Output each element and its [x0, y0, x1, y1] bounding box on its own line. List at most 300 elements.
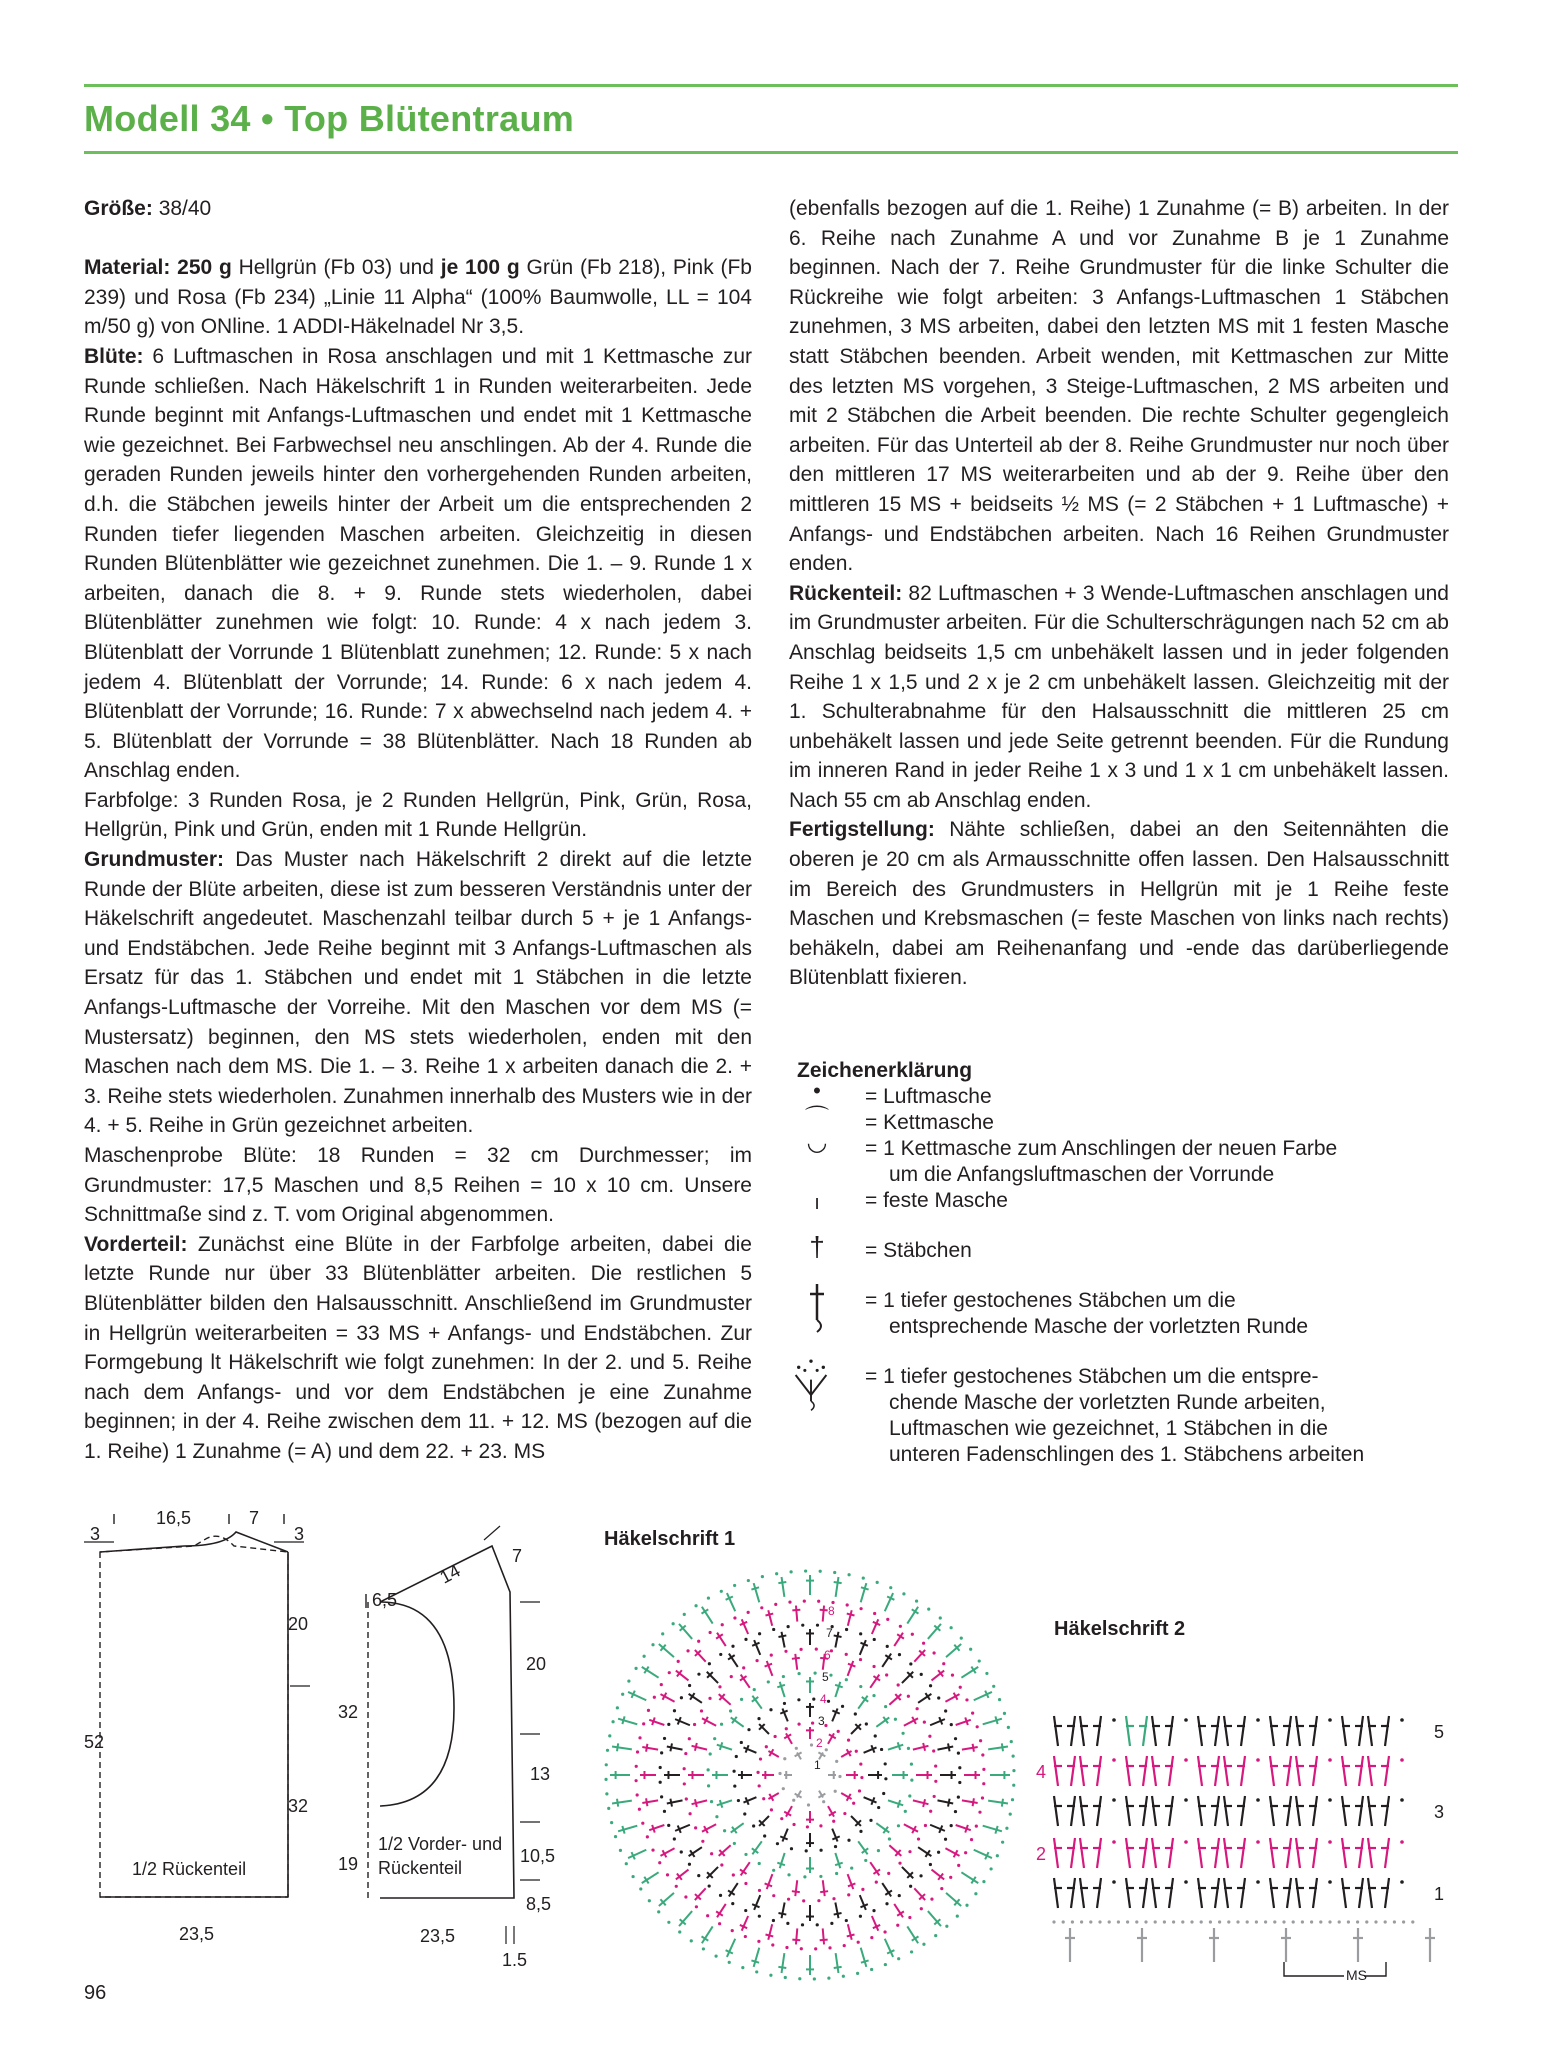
staebchen-mark	[887, 1797, 905, 1810]
stitch-stem	[628, 1850, 646, 1858]
luftmasche-dot	[697, 1640, 700, 1643]
stitch-stem	[618, 1719, 637, 1725]
stitch-bar	[860, 1904, 867, 1907]
stitch-bar	[778, 1913, 786, 1915]
luftmasche-dot	[625, 1862, 628, 1865]
staebchen-mark	[1143, 1716, 1147, 1746]
luftmasche-dot	[619, 1849, 622, 1852]
staebchen-mark	[832, 1953, 843, 1974]
staebchen-mark	[1126, 1878, 1130, 1908]
luftmasche-dot	[902, 1592, 905, 1595]
luftmasche-dot	[688, 1737, 691, 1740]
bluete-text: 6 Luftmaschen in Rosa anschlagen und mit 1 Kettmasche zur Runde schließen. Nach Häkelschrift 1 in Runden weiterarbeiten. Jede Runde beginnt mit Anfangs-Luftmaschen und endet mit 1 Kettmasche wie gezeichnet. Bei Farbwechsel neu anschlingen. Ab der 4. Runde die geraden Runden jeweils hinter den vorhergehenden Runden arbeiten, d.h. die Stäbchen jeweils hinter der Arbeit um die entsprechenden 2 Runden tiefer liegenden Maschen arbeiten. Gleichzeitig in diesen Runden Blütenblätter wie gezeichnet zunehmen. Die 1. – 9. Runde 1 x arbeiten, danach die 8. + 9. Runde stets wiederholen, dabei Blütenblätter zunehmen wie folgt: 10. Runde: 4 x nach jedem 3. Blütenblatt der Vorrunde 1 Blütenblatt zunehmen; 12. Runde: 5 x nach jedem 4. Blütenblatt der Vorrunde; 14. Runde: 6 x nach jedem 4. Blütenblatt der Vorrunde; 16. Runde: 7 x abwechselnd nach jedem 4. + 5. Blütenblatt der Vorrunde = 38 Blütenblätter. Nach 18 Runden ab Anschlag enden.	[84, 344, 752, 783]
luftmasche-dot	[932, 1749, 935, 1752]
luftmasche-dot	[827, 1700, 830, 1703]
luftmasche-dot	[929, 1684, 932, 1687]
luftmasche-dot	[631, 1875, 634, 1878]
staebchen-mark	[704, 1864, 721, 1881]
luftmasche-dot	[928, 1735, 931, 1738]
legend-item	[797, 1288, 1437, 1340]
staebchen-mark	[982, 1715, 1003, 1728]
stitch-stem	[780, 1853, 785, 1868]
stitch-bar	[622, 1826, 624, 1834]
luftmasche-dot	[769, 1708, 772, 1711]
luftmasche-dot	[697, 1673, 700, 1676]
staebchen-mark	[1097, 1838, 1101, 1868]
base-dot	[1209, 1920, 1212, 1923]
staebchen-mark	[699, 1605, 717, 1626]
staebchen-mark	[726, 1881, 742, 1899]
staebchen-mark	[656, 1641, 676, 1660]
luftmasche-dot	[965, 1904, 968, 1907]
base-dot	[1282, 1920, 1285, 1923]
staebchen-mark	[1385, 1838, 1389, 1868]
luftmasche-dot	[657, 1910, 660, 1913]
staebchen-mark	[648, 1821, 666, 1834]
stitch-bar	[995, 1826, 997, 1834]
stitch-bar	[792, 1610, 800, 1611]
luftmasche-dot	[714, 1954, 717, 1957]
luftmasche-dot	[694, 1604, 697, 1607]
staebchen-mark	[1198, 1838, 1202, 1868]
staebchen-mark	[855, 1693, 871, 1711]
luftmasche-dot	[859, 1685, 862, 1688]
base-dot	[1301, 1920, 1304, 1923]
staebchen-mark	[1368, 1878, 1372, 1908]
stitch-stem	[974, 1850, 992, 1858]
luftmasche-dot	[965, 1698, 968, 1701]
luftmasche-dot	[729, 1709, 732, 1712]
luftmasche-dot	[1003, 1712, 1006, 1715]
staebchen-mark	[664, 1771, 680, 1779]
stitch-stem	[692, 1746, 708, 1750]
luftmasche-dot	[774, 1735, 777, 1738]
luftmasche-dot	[886, 1645, 889, 1648]
back-bottom: 23,5	[179, 1924, 215, 1944]
luftmasche-dot	[813, 1672, 816, 1675]
luftmasche-dot	[982, 1782, 985, 1785]
staebchen-mark	[640, 1869, 661, 1887]
stitch-bar	[898, 1742, 900, 1750]
staebchen-mark	[1385, 1716, 1389, 1746]
staebchen-mark	[716, 1842, 733, 1859]
luftmasche-dot	[897, 1683, 900, 1686]
stitch-stem	[872, 1916, 878, 1931]
luftmasche-dot	[1005, 1827, 1008, 1830]
stitch-bar	[834, 1967, 842, 1968]
staebchen-mark	[692, 1886, 709, 1903]
staebchen-mark	[716, 1741, 734, 1754]
luftmasche-dot	[828, 1946, 831, 1949]
luftmasche-dot	[869, 1819, 872, 1822]
luftmasche-dot	[806, 1825, 809, 1828]
luftmasche-dot	[819, 1570, 822, 1573]
luftmasche-dot	[989, 1867, 992, 1870]
luftmasche-dot	[843, 1812, 846, 1815]
material-text-1: Hellgrün (Fb 03) und	[238, 256, 434, 280]
staebchen-mark	[902, 1715, 920, 1730]
luftmasche-icon: •	[813, 1078, 821, 1103]
staebchen-mark	[617, 1715, 638, 1728]
luftmasche-dot	[732, 1770, 735, 1773]
staebchen-mark	[1342, 1756, 1346, 1786]
stitch-stem	[823, 1606, 824, 1622]
luftmasche-dot	[653, 1696, 656, 1699]
luftmasche-dot	[719, 1653, 722, 1656]
luftmasche-dot	[1012, 1784, 1015, 1787]
luftmasche-dot	[954, 1737, 957, 1740]
luftmasche-dot	[638, 1808, 641, 1811]
row-label: 5	[1434, 1722, 1445, 1742]
luftmasche-dot	[1184, 1798, 1188, 1802]
stitch-stem	[667, 1800, 683, 1803]
staebchen-mark	[1152, 1716, 1156, 1746]
luftmasche-dot	[659, 1766, 662, 1769]
size-label: Größe:	[84, 197, 153, 220]
staebchen-mark	[1296, 1838, 1300, 1868]
luftmasche-dot	[979, 1739, 982, 1742]
luftmasche-dot	[930, 1897, 933, 1900]
staebchen-mark	[674, 1821, 692, 1835]
stitch-bar	[965, 1825, 968, 1833]
luftmasche-dot	[888, 1837, 891, 1840]
stitch-bar	[720, 1800, 722, 1808]
luftmasche-dot	[1112, 1880, 1116, 1884]
luftmasche-dot	[934, 1764, 937, 1767]
staebchen-mark	[806, 1703, 814, 1717]
stitch-stem	[872, 1619, 878, 1634]
luftmasche-dot	[910, 1778, 913, 1781]
luftmasche-dot	[680, 1696, 683, 1699]
luftmasche-dot	[958, 1766, 961, 1769]
staebchen-mark	[673, 1866, 691, 1882]
luftmasche-dot	[802, 1899, 805, 1902]
luftmasche-dot	[758, 1784, 761, 1787]
stitch-bar	[835, 1685, 843, 1687]
luftmasche-dot	[713, 1737, 716, 1740]
luftmasche-dot	[819, 1849, 822, 1852]
luftmasche-dot	[1184, 1758, 1188, 1762]
luftmasche-dot	[904, 1810, 907, 1813]
staebchen-mark	[700, 1715, 718, 1730]
stitch-stem	[717, 1800, 732, 1805]
luftmasche-dot	[927, 1608, 930, 1611]
staebchen-mark	[1152, 1838, 1156, 1868]
staebchen-mark	[1359, 1716, 1363, 1746]
luftmasche-dot	[886, 1618, 889, 1621]
round-label: 2	[816, 1736, 823, 1750]
luftmasche-dot	[1007, 1726, 1010, 1729]
staebchen-mark	[656, 1890, 676, 1909]
staebchen-mark	[902, 1821, 920, 1836]
staebchen-mark	[1270, 1756, 1274, 1786]
luftmasche-dot	[758, 1862, 761, 1865]
stitch-bar	[923, 1799, 925, 1807]
luftmasche-dot	[873, 1612, 876, 1615]
luftmasche-dot	[775, 1572, 778, 1575]
staebchen-mark	[856, 1639, 870, 1657]
luftmasche-dot	[1001, 1841, 1004, 1844]
staebchen-mark	[723, 1591, 739, 1613]
luftmasche-dot	[731, 1645, 734, 1648]
staebchen-mark	[766, 1748, 780, 1761]
luftmasche-dot	[707, 1596, 710, 1599]
luftmasche-dot	[850, 1866, 853, 1869]
staebchen-mark	[844, 1660, 857, 1678]
base-dot	[1384, 1920, 1387, 1923]
staebchen-mark	[1313, 1756, 1317, 1786]
luftmasche-dot	[812, 1697, 815, 1700]
staebchen-mark	[867, 1672, 883, 1690]
stitch-bar	[871, 1797, 874, 1804]
staebchen-mark	[783, 1804, 796, 1818]
stitch-bar	[765, 1883, 772, 1886]
luftmasche-dot	[605, 1792, 608, 1795]
staebchen-mark	[728, 1714, 746, 1730]
farbfolge-paragraph: Farbfolge: 3 Runden Rosa, je 2 Runden Hellgrün, Pink, Grün, Rosa, Hellgrün, Pink und Grün, enden mit 1 Runde Hellgrün.	[84, 788, 752, 842]
luftmasche-dot	[898, 1894, 901, 1897]
staebchen-mark	[1054, 1838, 1058, 1868]
luftmasche-dot	[795, 1747, 798, 1750]
staebchen-mark	[1126, 1838, 1130, 1868]
staebchen-mark	[742, 1794, 758, 1807]
luftmasche-dot	[661, 1632, 664, 1635]
staebchen-mark	[1224, 1716, 1228, 1746]
luftmasche-dot	[700, 1709, 703, 1712]
staebchen-mark	[887, 1691, 904, 1708]
luftmasche-dot	[908, 1916, 911, 1919]
staebchen-mark	[1342, 1796, 1346, 1826]
staebchen-mark	[1368, 1716, 1372, 1746]
stitch-stem	[962, 1800, 978, 1803]
luftmasche-dot	[636, 1793, 639, 1796]
stitch-bar	[617, 1743, 618, 1751]
staebchen-mark	[1054, 1796, 1058, 1826]
staebchen-mark	[881, 1591, 897, 1613]
stitch-stem	[962, 1747, 978, 1750]
round-label: 6	[824, 1648, 831, 1662]
luftmasche-dot	[978, 1811, 981, 1814]
staebchen-mark	[1270, 1796, 1274, 1826]
staebchen-mark	[610, 1771, 630, 1779]
luftmasche-dot	[1256, 1718, 1260, 1722]
stitch-bar	[1002, 1799, 1003, 1807]
luftmasche-dot	[933, 1795, 936, 1798]
luftmasche-dot	[811, 1721, 814, 1724]
staebchen-mark	[750, 1582, 763, 1603]
luftmasche-dot	[885, 1673, 888, 1676]
luftmasche-dot	[920, 1907, 923, 1910]
luftmasche-dot	[934, 1780, 937, 1783]
stitch-stem	[835, 1853, 840, 1868]
luftmasche-dot	[817, 1899, 820, 1902]
staebchen-mark	[1368, 1796, 1372, 1826]
luftmasche-dot	[785, 1727, 788, 1730]
luftmasche-dot	[1328, 1758, 1332, 1762]
staebchen-mark	[763, 1873, 776, 1891]
stitch-bar	[939, 1717, 942, 1724]
luftmasche-dot	[815, 1648, 818, 1651]
staebchen-mark	[839, 1748, 853, 1761]
luftmasche-dot	[683, 1613, 686, 1616]
luftmasche-dot	[907, 1747, 910, 1750]
staebchen-mark	[862, 1744, 878, 1757]
title-rule-top	[84, 84, 1458, 87]
stitch-stem	[795, 1880, 797, 1896]
luftmasche-dot	[648, 1899, 651, 1902]
luftmasche-dot	[874, 1734, 877, 1737]
staebchen-mark	[1143, 1796, 1147, 1826]
staebchen-mark	[762, 1771, 774, 1779]
luftmasche-dot	[810, 1743, 813, 1746]
luftmasche-dot	[939, 1616, 942, 1619]
luftmasche-dot	[786, 1922, 789, 1925]
staebchen-mark	[1313, 1878, 1317, 1908]
staebchen-mark	[763, 1660, 776, 1678]
luftmasche-dot	[1256, 1840, 1260, 1844]
back-side-lower: 32	[288, 1796, 309, 1816]
luftmasche-dot	[974, 1892, 977, 1895]
material-qty-2: je 100 g	[440, 256, 520, 280]
luftmasche-dot	[787, 1625, 790, 1628]
luftmasche-dot	[753, 1688, 756, 1691]
maschenprobe-paragraph: Maschenprobe Blüte: 18 Runden = 32 cm Durchmesser; im Grundmuster: 17,5 Maschen und 8,5 Reihen = 10 x 10 cm. Unsere Schnittmaße sind z. T. vom Original abgenommen.	[84, 1144, 752, 1227]
luftmasche-dot	[759, 1757, 762, 1760]
staebchen-mark	[874, 1820, 892, 1836]
staebchen-mark	[716, 1797, 734, 1810]
luftmasche-dot	[847, 1573, 850, 1576]
stitch-bar	[834, 1635, 842, 1637]
luftmasche-dot	[822, 1800, 825, 1803]
stitch-bar	[780, 1711, 787, 1714]
stitch-bar	[678, 1825, 681, 1832]
base-dot	[1181, 1920, 1184, 1923]
luftmasche-dot	[971, 1712, 974, 1715]
luftmasche-dot	[771, 1943, 774, 1946]
staebchen-mark	[1287, 1878, 1291, 1908]
luftmasche-dot	[944, 1709, 947, 1712]
luftmasche-dot	[832, 1897, 835, 1900]
stitch-bar	[652, 1717, 655, 1725]
continuation-paragraph: (ebenfalls bezogen auf die 1. Reihe) 1 Zunahme (= B) arbeiten. In der 6. Reihe nach Zunahme A und vor Zunahme B je 1 Zunahme beginnen. Nach der 7. Reihe Grundmuster für die linke Schulter die Rückreihe wie folgt arbeiten: 3 Anfangs-Luftmaschen 1 Stäbchen zunehmen, 3 MS arbeiten, dabei den letzten MS mit 1 festen Masche statt Stäbchen beenden. Arbeit wenden, mit Kettmaschen zur Mitte des letzten MS vorgehen, 3 Steige-Luftmaschen, 2 MS arbeiten und mit 2 Stäbchen die Arbeit beenden. Die rechte Schulter gegengleich arbeiten. Für das Unterteil ab der 8. Reihe Grundmuster nur noch über den mittleren 17 MS weiterarbeiten und ab der 9. Reihe über den mittleren 15 MS + beidseits ½ MS (= 2 Stäbchen + 1 Luftmasche) + Anfangs- und Endstäbchen arbeiten. Nach 16 Reihen Grundmuster enden.	[789, 197, 1449, 576]
staebchen-mark	[1224, 1756, 1228, 1786]
row-label: 2	[1036, 1844, 1047, 1864]
luftmasche-dot	[959, 1686, 962, 1689]
luftmasche-dot	[797, 1698, 800, 1701]
luftmasche-dot	[908, 1850, 911, 1853]
staebchen-mark	[964, 1771, 980, 1779]
stitch-stem	[642, 1747, 658, 1750]
front-label-2: Rückenteil	[378, 1858, 463, 1878]
luftmasche-dot	[870, 1968, 873, 1971]
stitch-bar	[923, 1743, 925, 1751]
luftmasche-dot	[721, 1623, 724, 1626]
staebchen-mark	[692, 1647, 709, 1664]
luftmasche-dot	[896, 1924, 899, 1927]
staebchen-mark	[943, 1641, 963, 1660]
luftmasche-dot	[922, 1642, 925, 1645]
luftmasche-dot	[951, 1674, 954, 1677]
luftmasche-dot	[805, 1849, 808, 1852]
staebchen-mark	[1359, 1878, 1363, 1908]
stitch-stem	[861, 1948, 867, 1967]
stitch-stem	[742, 1916, 748, 1931]
staebchen-mark	[1169, 1878, 1173, 1908]
luftmasche-dot	[755, 1970, 758, 1973]
luftmasche-dot	[758, 1915, 761, 1918]
luftmasche-dot	[782, 1675, 785, 1678]
luftmasche-dot	[934, 1934, 937, 1937]
luftmasche-dot	[672, 1622, 675, 1625]
luftmasche-dot	[940, 1887, 943, 1890]
round-label: 5	[822, 1670, 829, 1684]
luftmasche-dot	[660, 1795, 663, 1798]
stitch-stem	[836, 1953, 839, 1973]
luftmasche-dot	[882, 1792, 885, 1795]
luftmasche-dot	[708, 1697, 711, 1700]
luftmasche-dot	[747, 1611, 750, 1614]
stitch-stem	[988, 1747, 1008, 1750]
staebchen-mark	[961, 1743, 978, 1754]
luftmasche-dot	[733, 1584, 736, 1587]
luftmasche-dot	[730, 1675, 733, 1678]
stitch-bar	[646, 1744, 647, 1752]
staebchen-mark	[831, 1902, 842, 1919]
luftmasche-dot	[673, 1709, 676, 1712]
luftmasche-dot	[735, 1755, 738, 1758]
luftmasche-dot	[638, 1736, 641, 1739]
luftmasche-dot	[744, 1853, 747, 1856]
luftmasche-dot	[957, 1796, 960, 1799]
staebchen-mark	[1169, 1756, 1173, 1786]
round-label: 7	[826, 1626, 833, 1640]
staebchen-mark	[1152, 1756, 1156, 1786]
luftmasche-dot	[690, 1939, 693, 1942]
stitch-stem	[768, 1610, 772, 1626]
luftmasche-dot	[790, 1847, 793, 1850]
staebchen-mark	[1054, 1716, 1058, 1746]
luftmasche-dot	[877, 1806, 880, 1809]
staebchen-mark	[704, 1669, 721, 1686]
staebchen-mark	[899, 1669, 916, 1686]
luftmasche-dot	[865, 1722, 868, 1725]
stitch-stem	[727, 1593, 735, 1611]
staebchen-mark	[891, 1902, 906, 1920]
staebchen-mark	[848, 1813, 864, 1829]
luftmasche-dot	[660, 1751, 663, 1754]
staebchen-mark	[1342, 1838, 1346, 1868]
stitch-bar	[778, 1635, 786, 1637]
staebchen-mark	[1224, 1878, 1228, 1908]
staebchen-mark	[856, 1894, 870, 1912]
luftmasche-dot	[833, 1571, 836, 1574]
crochet-chart-2	[1034, 1662, 1454, 1982]
staebchen-mark	[806, 1629, 814, 1645]
front-neck-offset: 6,5	[372, 1590, 398, 1610]
title-rule-bottom	[84, 151, 1458, 154]
base-dot	[1246, 1920, 1249, 1923]
staebchen-mark	[666, 1743, 683, 1754]
staebchen-mark	[728, 1820, 746, 1836]
staebchen-mark	[1270, 1716, 1274, 1746]
stitch-stem	[938, 1747, 954, 1750]
staebchen-mark	[982, 1822, 1003, 1835]
staebchen-mark	[891, 1630, 906, 1648]
staebchen-mark	[911, 1647, 928, 1664]
luftmasche-dot	[970, 1838, 973, 1841]
stitch-bar	[995, 1716, 997, 1724]
luftmasche-dot	[830, 1922, 833, 1925]
